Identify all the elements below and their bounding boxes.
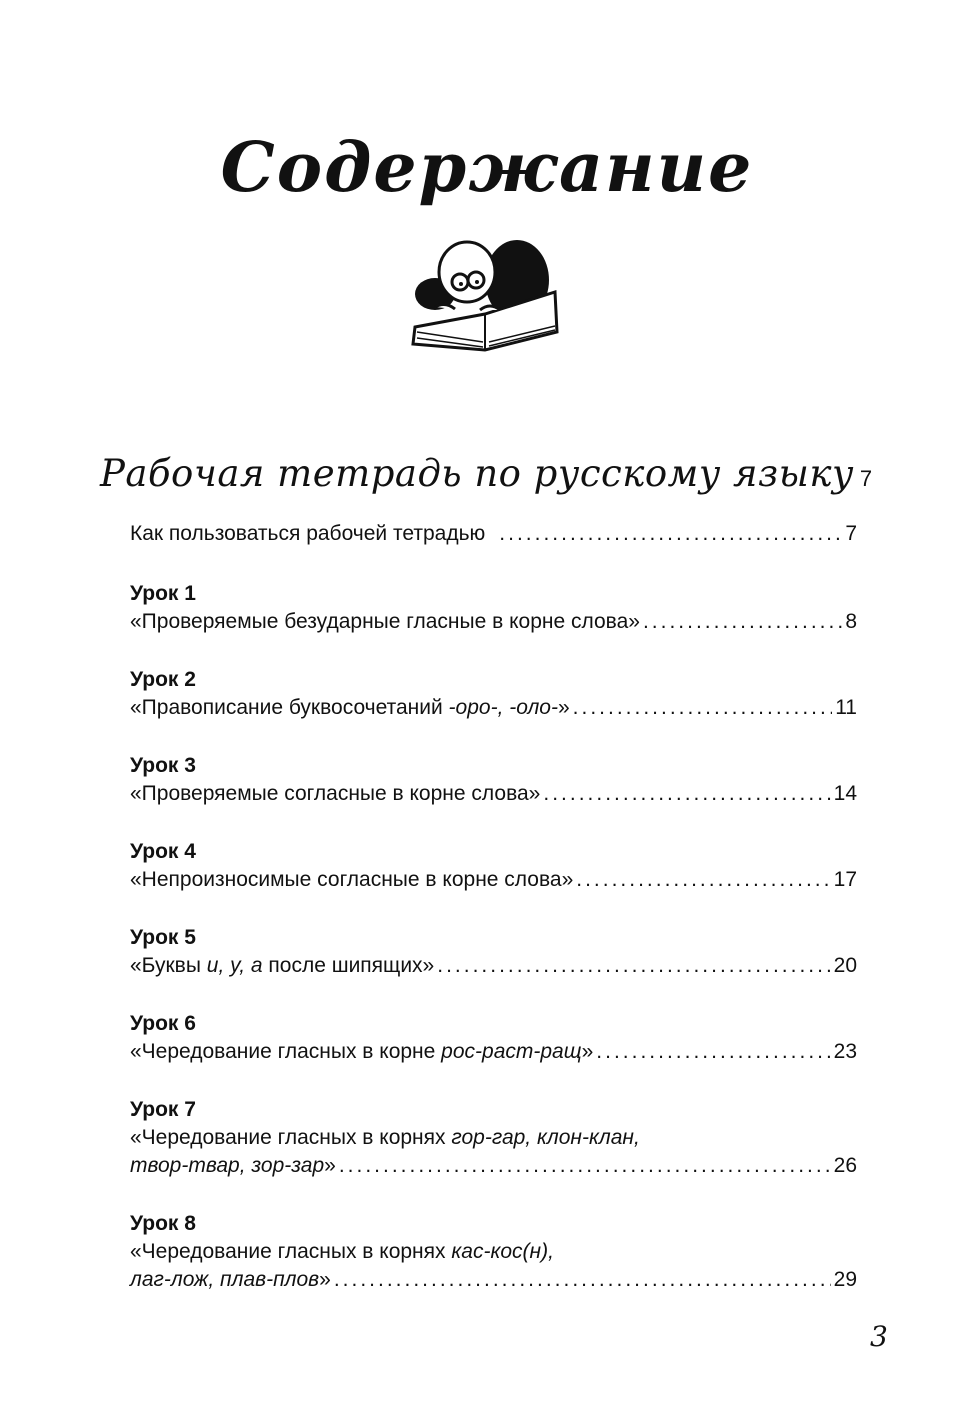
- dot-leader: [596, 1040, 830, 1064]
- lesson-label: Урок 2: [130, 668, 196, 691]
- toc-entry-lesson-8[interactable]: [130, 1268, 857, 1292]
- dot-leader: [543, 782, 830, 806]
- entry-title: Как пользоваться рабочей тетрадью: [130, 522, 486, 545]
- page-ref: 7: [859, 466, 873, 491]
- entry-title-line-1: «Чередование гласных в корнях кас-кос(н),: [130, 1240, 554, 1263]
- page-ref: 7: [845, 522, 857, 545]
- lesson-label: Урок 3: [130, 754, 196, 777]
- dot-leader: [339, 1154, 831, 1178]
- dot-leader: [643, 610, 842, 634]
- toc-entry-lesson-4[interactable]: [130, 868, 857, 892]
- lesson-label: Урок 6: [130, 1012, 196, 1035]
- toc-entry-lesson-2[interactable]: [130, 696, 857, 720]
- entry-title-line-2: твор-твар, зор-зар»: [130, 1154, 336, 1177]
- entry-title: «Проверяемые безударные гласные в корне слова»: [130, 610, 640, 633]
- man-reading-book-illustration: [405, 232, 570, 360]
- toc-entry-lesson-3[interactable]: [130, 782, 857, 806]
- lesson-label: Урок 7: [130, 1098, 196, 1121]
- toc-entry-lesson-6[interactable]: [130, 1040, 857, 1064]
- dot-leader: [573, 696, 833, 720]
- page-ref: 17: [833, 868, 857, 891]
- page-ref: 20: [833, 954, 857, 977]
- entry-title: «Чередование гласных в корне рос-раст-ращ»: [130, 1040, 594, 1063]
- dot-leader: [334, 1268, 831, 1292]
- toc-section-heading[interactable]: [100, 452, 873, 495]
- lesson-label: Урок 8: [130, 1212, 196, 1235]
- entry-title-line-2: лаг-лож, плав-плов»: [130, 1268, 331, 1291]
- toc-entry-lesson-7[interactable]: [130, 1154, 857, 1178]
- entry-title: «Буквы и, у, а после шипящих»: [130, 954, 435, 977]
- page-number: 3: [870, 1320, 888, 1353]
- page-ref: 23: [833, 1040, 857, 1063]
- page-ref: 26: [833, 1154, 857, 1177]
- toc-entry-intro[interactable]: [130, 522, 857, 546]
- section-title: Рабочая тетрадь по русскому языку: [100, 452, 854, 495]
- entry-title: «Непроизносимые согласные в корне слова»: [130, 868, 574, 891]
- entry-title: «Правописание буквосочетаний -оро-, -оло-»: [130, 696, 570, 719]
- lesson-label: Урок 4: [130, 840, 196, 863]
- toc-entry-lesson-1[interactable]: [130, 610, 857, 634]
- entry-title-line-1: «Чередование гласных в корнях гор-гар, клон-клан,: [130, 1126, 640, 1149]
- dot-leader: [437, 954, 830, 978]
- lesson-label: Урок 1: [130, 582, 196, 605]
- toc-entry-lesson-5[interactable]: [130, 954, 857, 978]
- page-ref: 29: [833, 1268, 857, 1291]
- lesson-label: Урок 5: [130, 926, 196, 949]
- entry-title: «Проверяемые согласные в корне слова»: [130, 782, 541, 805]
- page-title: Содержание: [220, 128, 754, 208]
- page-ref: 14: [833, 782, 857, 805]
- page-ref: 8: [845, 610, 857, 633]
- dot-leader: [576, 868, 830, 892]
- page-ref: 11: [835, 696, 857, 719]
- dot-leader: [499, 522, 842, 546]
